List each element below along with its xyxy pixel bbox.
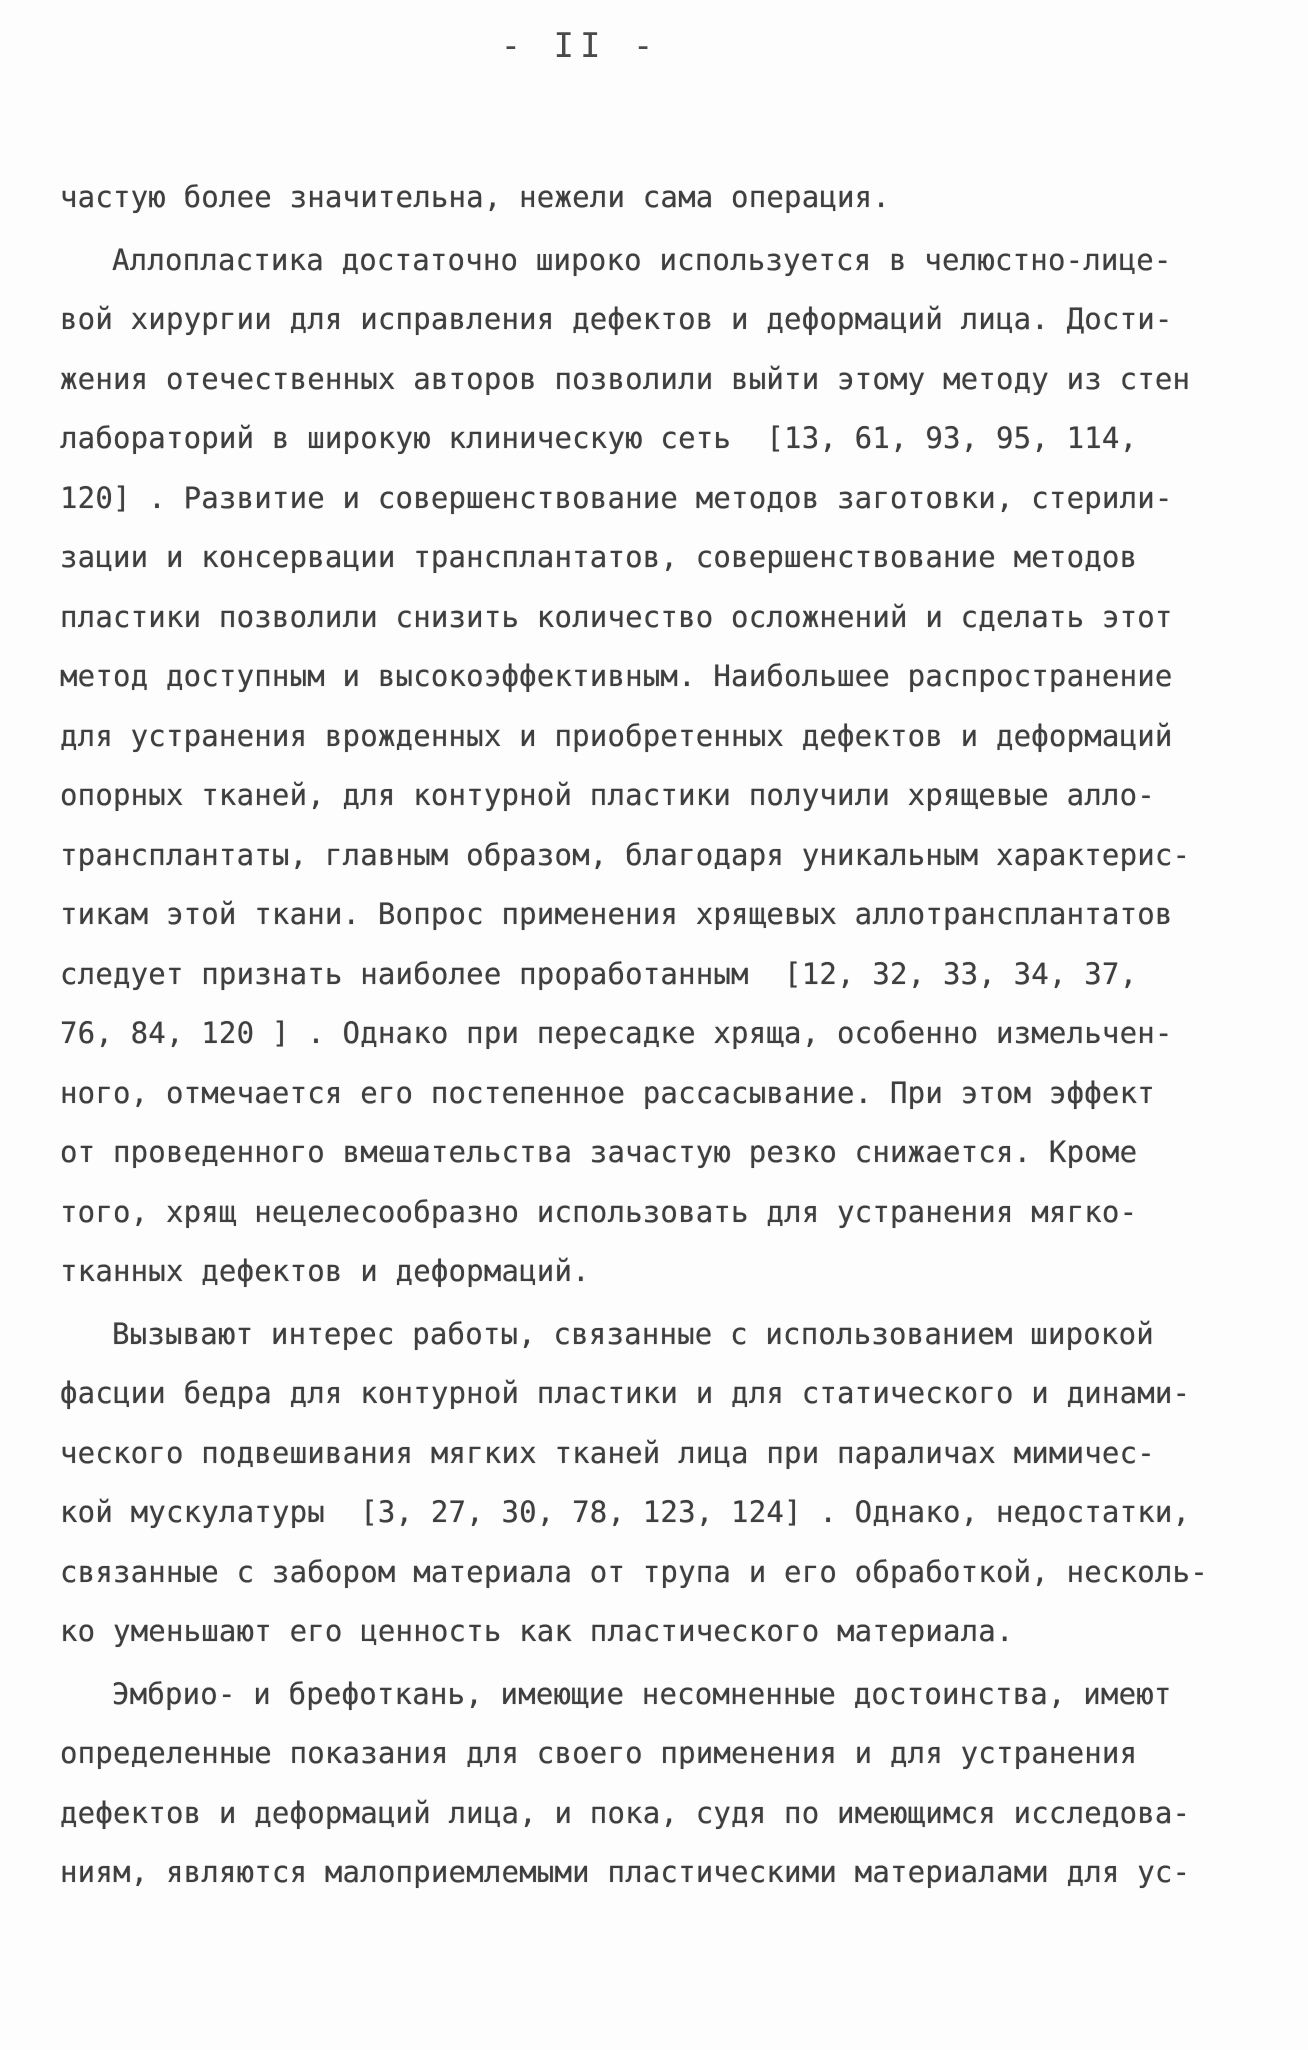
body-text — [60, 168, 1260, 1903]
text-line: лабораторий в широкую клиническую сеть [13, 61, 93, 95, 114, — [60, 421, 1138, 455]
text-line: следует признать наиболее проработанным [12, 32, 33, 34, 37, — [60, 956, 1138, 991]
text-line: 76, 84, 120 ] . Однако при пересадке хряща, особенно измельчен- — [60, 1016, 1173, 1050]
text-line: Вызывают интерес работы, связанные с использованием широкой — [112, 1316, 1154, 1351]
text-line: зации и консервации трансплантатов, совершенствование методов — [60, 540, 1138, 574]
text-line: дефектов и деформаций лица, и пока, судя по имеющимся исследова- — [60, 1795, 1191, 1830]
text-line: ного, отмечается его постепенное рассасывание. При этом эффект — [60, 1075, 1155, 1110]
text-line: тикам этой ткани. Вопрос применения хрящевых аллотрансплантатов — [60, 897, 1173, 931]
page-number: - II - — [500, 26, 660, 66]
text-line: от проведенного вмешательства зачастую резко снижается. Кроме — [60, 1135, 1138, 1169]
text-line: кой мускулатуры [3, 27, 30, 78, 123, 124] . Однако, недостатки, — [60, 1495, 1191, 1529]
text-line: ко уменьшают его ценность как пластического материала. — [60, 1614, 1014, 1648]
text-line: того, хрящ нецелесообразно использовать для устранения мягко- — [60, 1194, 1138, 1229]
text-line: 120] . Развитие и совершенствование методов заготовки, стерили- — [60, 480, 1173, 515]
text-line: ческого подвешивания мягких тканей лица при параличах мимичес- — [60, 1435, 1155, 1470]
text-line: Эмбрио- и брефоткань, имеющие несомненные достоинства, имеют — [112, 1676, 1172, 1711]
text-line: трансплантаты, главным образом, благодаря уникальным характерис- — [60, 837, 1191, 872]
text-line: Аллопластика достаточно широко используется в челюстно-лице- — [112, 242, 1172, 277]
text-line: вой хирургии для исправления дефектов и деформаций лица. Дости- — [60, 302, 1173, 336]
text-line: частую более значительна, нежели сама операция. — [60, 180, 890, 214]
text-line: метод доступным и высокоэффективным. Наибольшее распространение — [60, 659, 1173, 693]
text-line: тканных дефектов и деформаций. — [60, 1254, 590, 1288]
text-line: пластики позволили снизить количество осложнений и сделать этот — [60, 599, 1173, 634]
text-line: опорных тканей, для контурной пластики получили хрящевые алло- — [60, 778, 1155, 812]
text-line: фасции бедра для контурной пластики и для статического и динами- — [60, 1376, 1191, 1410]
text-line: ниям, являются малоприемлемыми пластическими материалами для ус- — [60, 1855, 1191, 1889]
text-line: жения отечественных авторов позволили выйти этому методу из стен — [60, 361, 1191, 396]
text-line: связанные с забором материала от трупа и его обработкой, несколь- — [60, 1554, 1208, 1589]
text-line: для устранения врожденных и приобретенных дефектов и деформаций — [60, 718, 1173, 753]
text-line: определенные показания для своего применения и для устранения — [60, 1736, 1138, 1770]
